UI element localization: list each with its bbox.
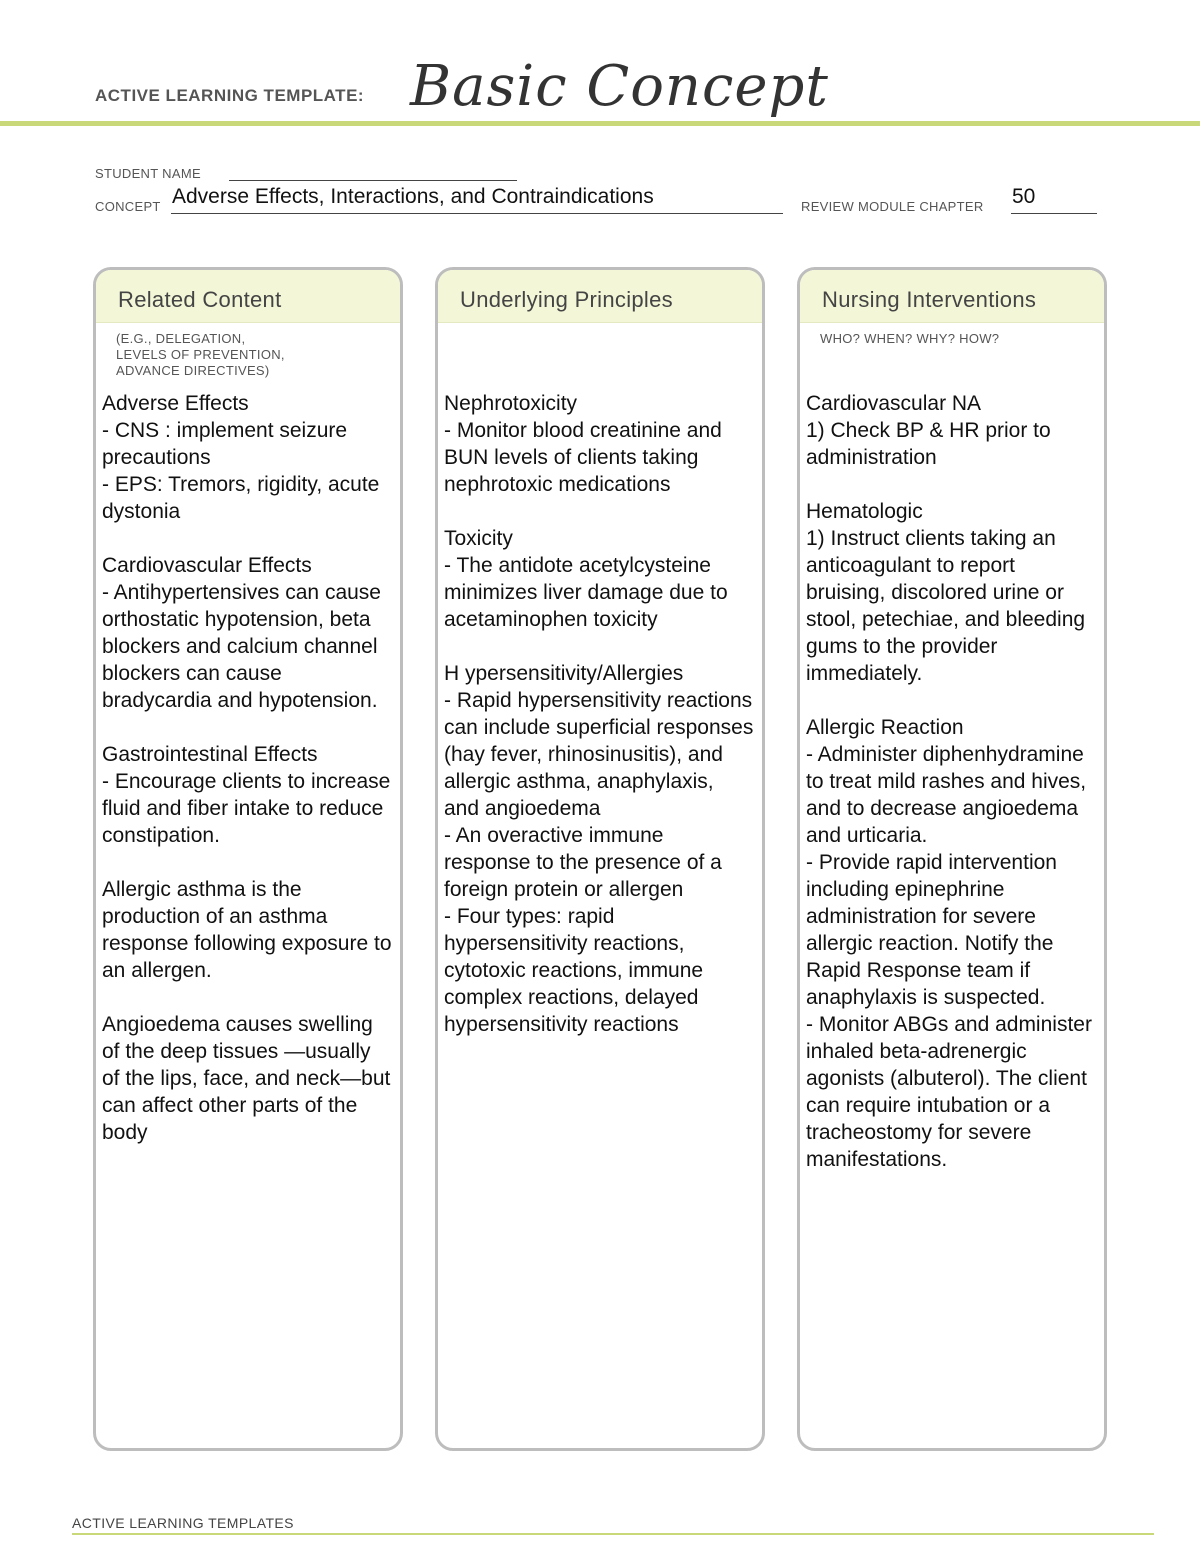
chapter-label: REVIEW MODULE CHAPTER (801, 199, 984, 214)
footer-divider (72, 1533, 1154, 1535)
nursing-interventions-subtitle: WHO? WHEN? WHY? HOW? (820, 331, 1000, 346)
template-label: ACTIVE LEARNING TEMPLATE: (95, 86, 365, 105)
concept-field[interactable]: Adverse Effects, Interactions, and Contraindications (172, 185, 654, 208)
page-title: Basic Concept (410, 54, 829, 119)
nursing-interventions-header (800, 270, 1104, 323)
concept-label: CONCEPT (95, 199, 161, 214)
underlying-principles-title: Underlying Principles (460, 287, 673, 312)
student-name-line (229, 180, 517, 181)
footer-label: ACTIVE LEARNING TEMPLATES (72, 1515, 294, 1531)
chapter-line (1011, 213, 1097, 214)
related-content-subtitle: (E.G., DELEGATION, LEVELS OF PREVENTION, ADVANCE DIRECTIVES) (116, 331, 285, 378)
chapter-field[interactable]: 50 (1012, 185, 1036, 208)
concept-line (171, 213, 783, 214)
related-content-panel (93, 267, 403, 1451)
header-divider (0, 121, 1200, 126)
underlying-principles-header (438, 270, 762, 323)
related-content-title: Related Content (118, 287, 282, 312)
nursing-interventions-panel (797, 267, 1107, 1451)
related-content-text[interactable]: Adverse Effects - CNS : implement seizure precautions - EPS: Tremors, rigidity, acute dystonia Cardiovascular Effects - Antihypertensives can cause orthostatic hypotension, beta blockers and calcium channel blockers can cause bradycardia and hypotension. Gastrointestinal Effects - Encourage clients to increase fluid and fiber intake to reduce constipation. Allergic asthma is the production of an asthma response following exposure to an allergen. Angioedema causes swelling of the deep tissues —usually of the lips, face, and neck—but can affect other parts of the body (102, 392, 392, 1144)
student-name-label: STUDENT NAME (95, 166, 201, 181)
underlying-principles-text[interactable]: Nephrotoxicity - Monitor blood creatinine and BUN levels of clients taking nephrotoxic medications Toxicity - The antidote acetylcysteine minimizes liver damage due to acetaminophen toxicity H ypersensitivity/Allergies - Rapid hypersensitivity reactions can include superficial responses (hay fever, rhinosinusitis), and allergic asthma, anaphylaxis, and angioedema - An overactive immune response to the presence of a foreign protein or allergen - Four types: rapid hypersensitivity reactions, cytotoxic reactions, immune complex reactions, delayed hypersensitivity reactions (444, 392, 754, 1036)
nursing-interventions-title: Nursing Interventions (822, 287, 1037, 312)
nursing-interventions-text[interactable]: Cardiovascular NA 1) Check BP & HR prior to administration Hematologic 1) Instruct clients taking an anticoagulant to report bruising, discolored urine or stool, petechiae, and bleeding gums to the provider immediately. Allergic Reaction - Administer diphenhydramine to treat mild rashes and hives, and to decrease angioedema and urticaria. - Provide rapid intervention including epinephrine administration for severe allergic reaction. Notify the Rapid Response team if anaphylaxis is suspected. - Monitor ABGs and administer inhaled beta-adrenergic agonists (albuterol). The client can require intubation or a tracheostomy for severe manifestations. (806, 392, 1092, 1171)
related-content-header (96, 270, 400, 323)
underlying-principles-panel (435, 267, 765, 1451)
